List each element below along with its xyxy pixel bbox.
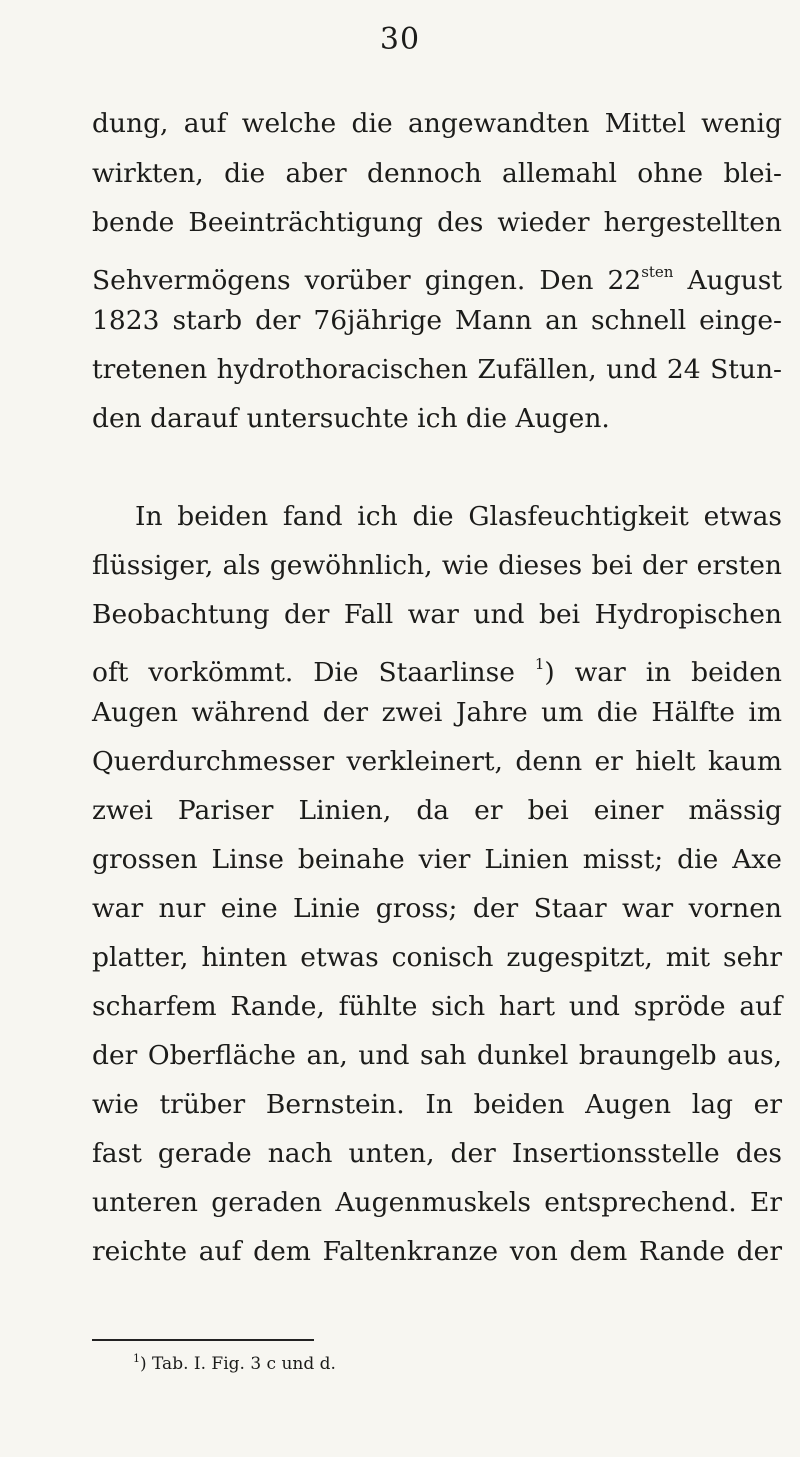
text-segment: August xyxy=(673,265,782,296)
text-line-with-footnote-ref xyxy=(92,647,782,688)
footnote xyxy=(133,1347,336,1376)
text-line: Querdurchmesser verkleinert, denn er hielt kaum xyxy=(92,746,782,777)
superscript: sten xyxy=(641,263,674,281)
text-line: In beiden fand ich die Glasfeuchtigkeit etwas xyxy=(135,501,782,532)
text-line: flüssiger, als gewöhnlich, wie dieses bei der ersten xyxy=(92,550,782,581)
page-number: 30 xyxy=(379,22,421,57)
text-line: den darauf untersuchte ich die Augen. xyxy=(92,403,610,434)
text-line: tretenen hydrothoracischen Zufällen, und 24 Stun- xyxy=(92,354,782,385)
text-line: wie trüber Bernstein. In beiden Augen lag er xyxy=(92,1089,782,1120)
text-segment: Sehvermögens vorüber gingen. Den 22 xyxy=(92,265,642,296)
footnote-marker: 1 xyxy=(133,1352,140,1365)
text-line: dung, auf welche die angewandten Mittel wenig xyxy=(92,108,782,139)
text-line: wirkten, die aber dennoch allemahl ohne blei- xyxy=(92,158,782,189)
text-line: grossen Linse beinahe vier Linien misst; die Axe xyxy=(92,844,782,875)
text-line: 1823 starb der 76jährige Mann an schnell einge- xyxy=(92,305,782,336)
text-line: war nur eine Linie gross; der Staar war vornen xyxy=(92,893,782,924)
text-line: fast gerade nach unten, der Insertionsstelle des xyxy=(92,1138,782,1169)
text-line: Beobachtung der Fall war und bei Hydropischen xyxy=(92,599,782,630)
text-segment: oft vorkömmt. Die Staarlinse xyxy=(92,657,535,688)
text-line: bende Beeinträchtigung des wieder hergestellten xyxy=(92,207,782,238)
footnote-reference: 1 xyxy=(534,655,545,673)
text-line: Augen während der zwei Jahre um die Hälfte im xyxy=(92,697,782,728)
footnote-text: ) Tab. I. Fig. 3 c und d. xyxy=(140,1354,336,1374)
text-line: zwei Pariser Linien, da er bei einer mässig xyxy=(92,795,782,826)
text-line: scharfem Rande, fühlte sich hart und spröde auf xyxy=(92,991,782,1022)
text-segment: ) war in beiden xyxy=(544,657,782,688)
text-line-with-superscript xyxy=(92,255,782,296)
text-line: unteren geraden Augenmuskels entsprechend. Er xyxy=(92,1187,782,1218)
footnote-divider xyxy=(92,1339,314,1341)
text-line: reichte auf dem Faltenkranze von dem Rande der xyxy=(92,1236,782,1267)
text-line: platter, hinten etwas conisch zugespitzt, mit sehr xyxy=(92,942,782,973)
text-line: der Oberfläche an, und sah dunkel braungelb aus, xyxy=(92,1040,782,1071)
